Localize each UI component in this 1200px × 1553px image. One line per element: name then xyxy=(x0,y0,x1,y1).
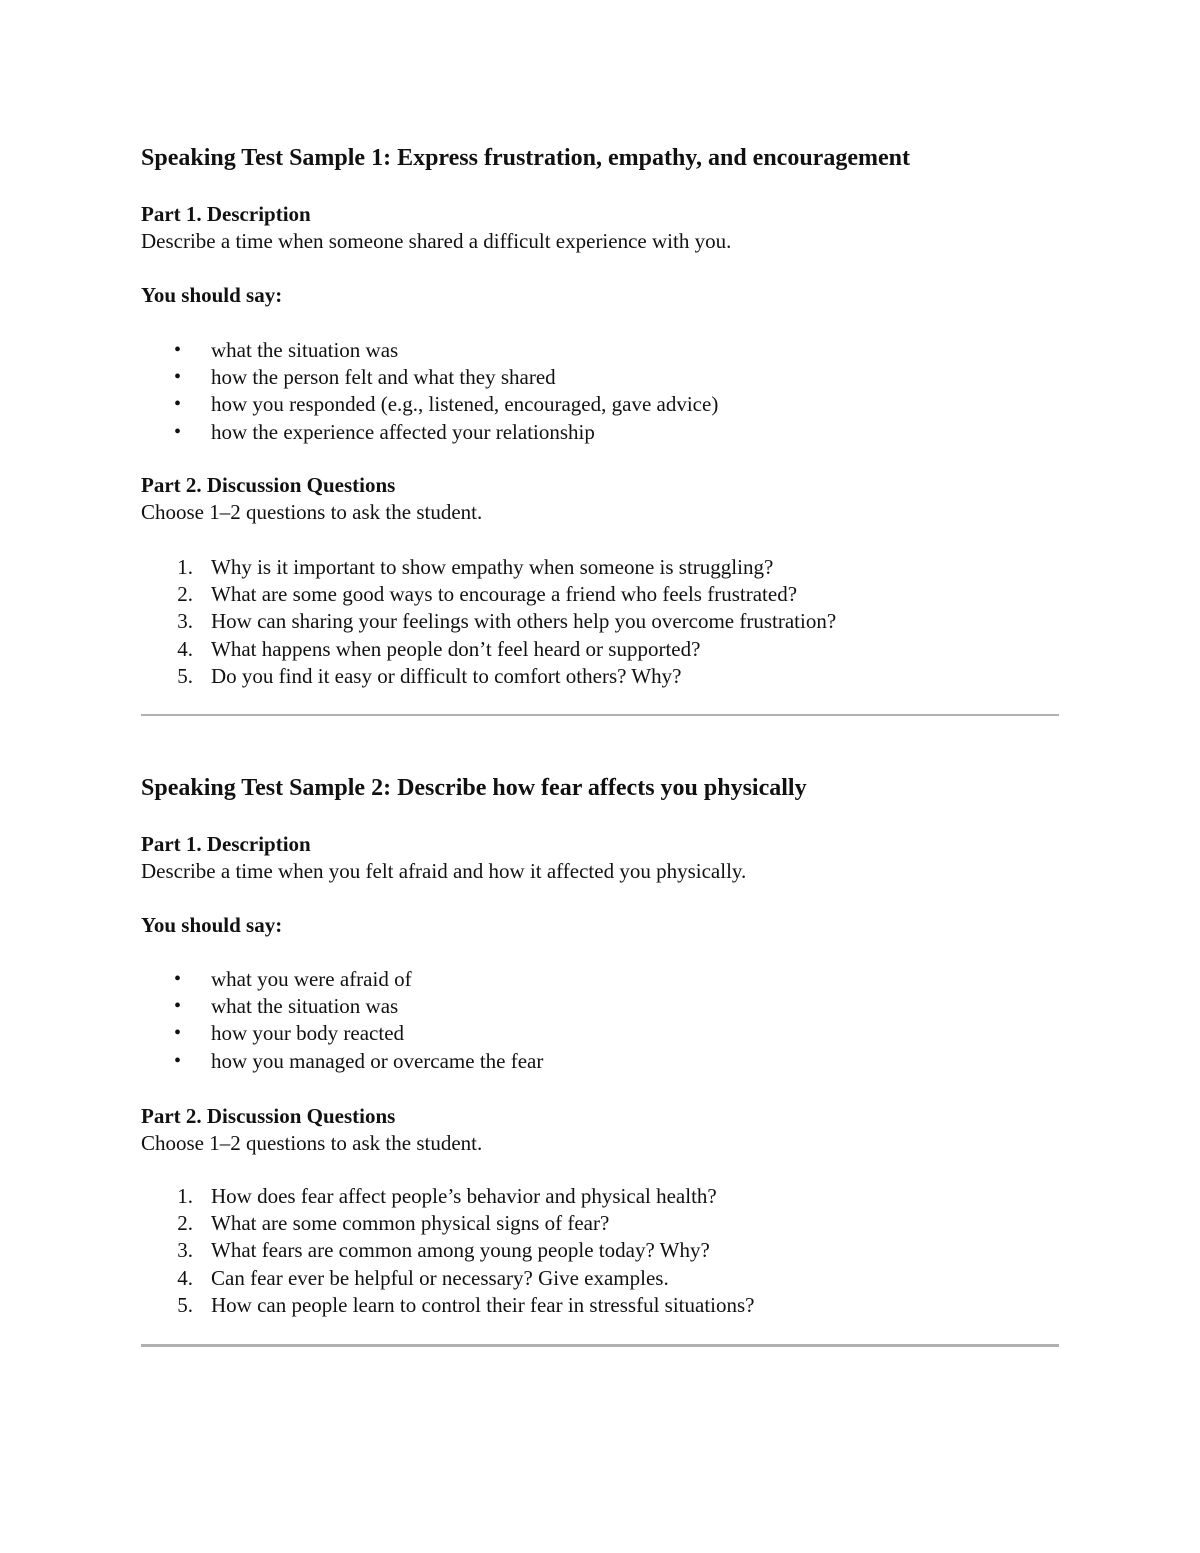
you-should-say-heading: You should say: xyxy=(141,283,283,307)
section-title: Speaking Test Sample 1: Express frustration, empathy, and encouragement xyxy=(141,145,910,171)
part1-heading: Part 1. Description xyxy=(141,202,311,226)
bullet-icon: • xyxy=(174,1049,182,1072)
part1-description: Describe a time when you felt afraid and how it affected you physically. xyxy=(141,859,747,883)
bullet-icon: • xyxy=(174,339,182,361)
part1-heading: Part 1. Description xyxy=(141,832,311,856)
part1-description: Describe a time when someone shared a difficult experience with you. xyxy=(141,229,732,253)
bullet-icon: • xyxy=(174,393,182,416)
part2-heading: Part 2. Discussion Questions xyxy=(141,1104,396,1128)
bullet-icon: • xyxy=(174,420,182,443)
part2-heading: Part 2. Discussion Questions xyxy=(141,473,396,497)
horizontal-divider xyxy=(141,714,1059,716)
horizontal-divider xyxy=(141,1344,1059,1347)
bullet-icon: • xyxy=(174,995,182,1018)
part2-instruction: Choose 1–2 questions to ask the student. xyxy=(141,500,483,524)
section-title: Speaking Test Sample 2: Describe how fear affects you physically xyxy=(141,775,807,801)
part2-instruction: Choose 1–2 questions to ask the student. xyxy=(141,1131,483,1155)
bullet-icon: • xyxy=(174,968,182,990)
bullet-icon: • xyxy=(174,366,182,389)
bullet-icon: • xyxy=(174,1022,182,1045)
you-should-say-heading: You should say: xyxy=(141,913,283,937)
